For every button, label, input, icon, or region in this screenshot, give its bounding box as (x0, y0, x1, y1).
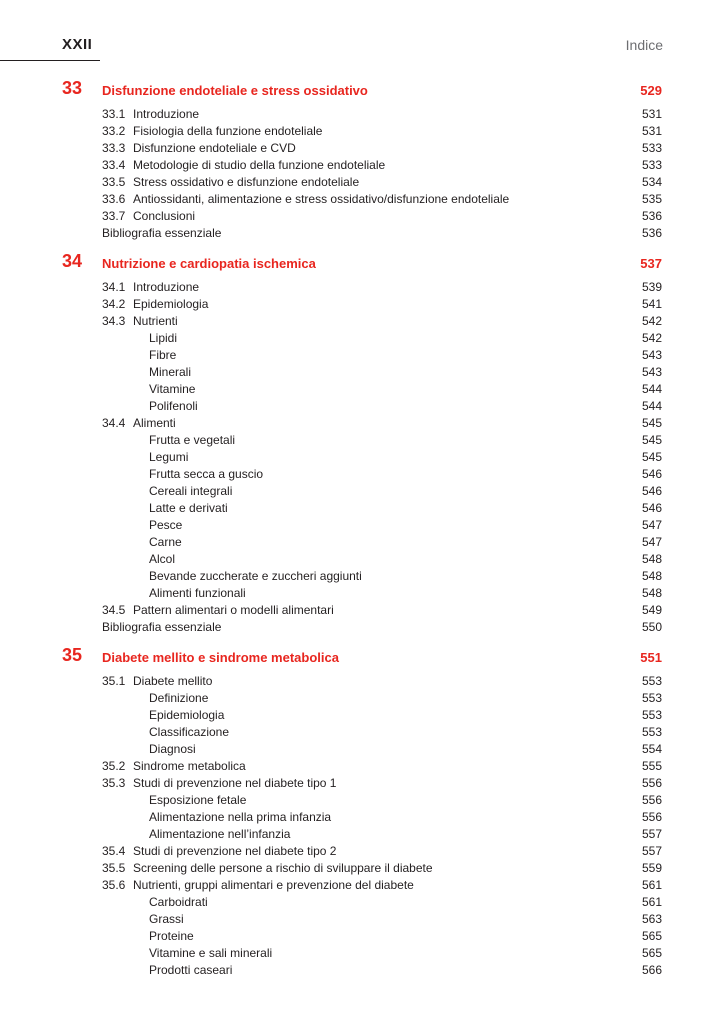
subsection-entry[interactable] (0, 911, 723, 928)
subsection-entry[interactable] (0, 381, 723, 398)
subsection-entry[interactable] (0, 707, 723, 724)
entry-title: Alimentazione nell’infanzia (149, 827, 291, 841)
entry-title: Bevande zuccherate e zuccheri aggiunti (149, 569, 362, 583)
chapter-33 (0, 78, 723, 242)
entry-page: 556 (641, 793, 662, 807)
entry-title: Diabete mellito (133, 674, 213, 688)
entry-title: Classificazione (149, 725, 230, 739)
entry-title: Lipidi (149, 331, 178, 345)
entry-title: Antiossidanti, alimentazione e stress ossidativo/disfunzione endoteliale (133, 192, 510, 206)
chapter-title: Disfunzione endoteliale e stress ossidativo (102, 83, 368, 98)
entry-page: 542 (641, 314, 662, 328)
chapter-page: 529 (640, 83, 662, 98)
section-number: 33.7 (102, 209, 126, 223)
entry-title: Pesce (149, 518, 183, 532)
entry-page: 531 (641, 107, 662, 121)
entry-title: Esposizione fetale (149, 793, 247, 807)
entry-title: Sindrome metabolica (133, 759, 246, 773)
entry-page: 543 (641, 365, 662, 379)
entry-page: 553 (641, 725, 662, 739)
entry-title: Disfunzione endoteliale e CVD (133, 141, 296, 155)
entry-page: 548 (641, 586, 662, 600)
subsection-entry[interactable] (0, 741, 723, 758)
entry-title: Alimenti funzionali (149, 586, 246, 600)
subsection-entry[interactable] (0, 432, 723, 449)
section-entry[interactable] (0, 877, 723, 894)
entry-title: Epidemiologia (133, 297, 209, 311)
entry-title: Epidemiologia (149, 708, 225, 722)
entry-page: 545 (641, 433, 662, 447)
subsection-entry[interactable] (0, 945, 723, 962)
section-number: 33.4 (102, 158, 126, 172)
section-number: 35.6 (102, 878, 126, 892)
subsection-entry[interactable] (0, 894, 723, 911)
entry-page: 533 (641, 158, 662, 172)
entry-title: Nutrienti (133, 314, 178, 328)
chapter-34 (0, 251, 723, 636)
entry-title: Screening delle persone a rischio di sviluppare il diabete (133, 861, 433, 875)
section-number: 35.1 (102, 674, 126, 688)
entry-title: Introduzione (133, 280, 200, 294)
subsection-entry[interactable] (0, 690, 723, 707)
entry-title: Vitamine e sali minerali (149, 946, 273, 960)
section-entry[interactable] (0, 415, 723, 432)
entry-title: Carboidrati (149, 895, 208, 909)
subsection-entry[interactable] (0, 483, 723, 500)
entry-page: 565 (641, 929, 662, 943)
subsection-entry[interactable] (0, 500, 723, 517)
entry-title: Polifenoli (149, 399, 198, 413)
entry-title: Frutta secca a guscio (149, 467, 264, 481)
entry-page: 542 (641, 331, 662, 345)
chapter-page: 551 (640, 650, 662, 665)
section-number: 35.2 (102, 759, 126, 773)
subsection-entry[interactable] (0, 551, 723, 568)
section-entry[interactable] (0, 191, 723, 208)
section-entry[interactable] (0, 673, 723, 690)
subsection-entry[interactable] (0, 928, 723, 945)
entry-title: Conclusioni (133, 209, 196, 223)
entry-page: 557 (641, 827, 662, 841)
entry-page: 565 (641, 946, 662, 960)
entry-page: 556 (641, 810, 662, 824)
chapter-number: 33 (62, 78, 83, 98)
subsection-entry[interactable] (0, 364, 723, 381)
section-number: 34.1 (102, 280, 126, 294)
section-entry[interactable] (0, 843, 723, 860)
entry-page: 545 (641, 450, 662, 464)
entry-page: 533 (641, 141, 662, 155)
entry-page: 531 (641, 124, 662, 138)
section-number: 33.5 (102, 175, 126, 189)
entry-title: Diagnosi (149, 742, 196, 756)
subsection-entry[interactable] (0, 962, 723, 979)
entry-title: Bibliografia essenziale (102, 620, 222, 634)
section-number: 34.2 (102, 297, 126, 311)
entry-page: 547 (641, 518, 662, 532)
entry-page: 561 (641, 895, 662, 909)
subsection-entry[interactable] (0, 398, 723, 415)
section-number: 35.3 (102, 776, 126, 790)
entry-page: 549 (641, 603, 662, 617)
section-number: 34.5 (102, 603, 126, 617)
header-rule (0, 60, 100, 61)
chapter-35 (0, 645, 723, 979)
entry-page: 546 (641, 501, 662, 515)
entry-title: Alimenti (133, 416, 176, 430)
entry-page: 556 (641, 776, 662, 790)
subsection-entry[interactable] (0, 568, 723, 585)
section-entry[interactable] (0, 174, 723, 191)
entry-page: 541 (641, 297, 662, 311)
entry-page: 563 (641, 912, 662, 926)
entry-page: 550 (641, 620, 662, 634)
entry-page: 543 (641, 348, 662, 362)
section-number: 35.4 (102, 844, 126, 858)
entry-title: Studi di prevenzione nel diabete tipo 1 (133, 776, 337, 790)
section-number: 35.5 (102, 861, 126, 875)
chapter-spacer (0, 242, 723, 251)
entry-title: Frutta e vegetali (149, 433, 236, 447)
entry-page: 561 (641, 878, 662, 892)
subsection-entry[interactable] (0, 330, 723, 347)
section-entry[interactable] (0, 860, 723, 877)
chapter-page: 537 (640, 256, 662, 271)
chapter-title: Nutrizione e cardiopatia ischemica (102, 256, 316, 271)
subsection-entry[interactable] (0, 724, 723, 741)
section-entry[interactable] (0, 296, 723, 313)
section-entry[interactable] (0, 157, 723, 174)
entry-page: 539 (641, 280, 662, 294)
chapter-spacer (0, 636, 723, 645)
entry-page: 554 (641, 742, 662, 756)
subsection-entry[interactable] (0, 517, 723, 534)
entry-title: Cereali integrali (149, 484, 233, 498)
subsection-entry[interactable] (0, 347, 723, 364)
entry-title: Carne (149, 535, 182, 549)
entry-page: 548 (641, 552, 662, 566)
entry-page: 547 (641, 535, 662, 549)
chapter-heading[interactable] (0, 78, 723, 106)
chapter-title: Diabete mellito e sindrome metabolica (102, 650, 339, 665)
entry-title: Alimentazione nella prima infanzia (149, 810, 332, 824)
subsection-entry[interactable] (0, 585, 723, 602)
entry-title: Studi di prevenzione nel diabete tipo 2 (133, 844, 337, 858)
entry-page: 534 (641, 175, 662, 189)
subsection-entry[interactable] (0, 466, 723, 483)
entry-page: 566 (641, 963, 662, 977)
chapter-heading[interactable] (0, 251, 723, 279)
entry-title: Metodologie di studio della funzione endoteliale (133, 158, 386, 172)
entry-title: Minerali (149, 365, 192, 379)
entry-page: 553 (641, 674, 662, 688)
section-entry[interactable] (0, 123, 723, 140)
chapter-heading[interactable] (0, 645, 723, 673)
entry-title: Bibliografia essenziale (102, 226, 222, 240)
entry-title: Fibre (149, 348, 177, 362)
bibliography-entry[interactable] (0, 619, 723, 636)
subsection-entry[interactable] (0, 826, 723, 843)
entry-title: Fisiologia della funzione endoteliale (133, 124, 323, 138)
section-number: 33.1 (102, 107, 126, 121)
entry-page: 557 (641, 844, 662, 858)
entry-page: 546 (641, 467, 662, 481)
bibliography-entry[interactable] (0, 225, 723, 242)
section-entry[interactable] (0, 106, 723, 123)
entry-page: 559 (641, 861, 662, 875)
entry-title: Prodotti caseari (149, 963, 233, 977)
subsection-entry[interactable] (0, 534, 723, 551)
subsection-entry[interactable] (0, 449, 723, 466)
section-number: 33.6 (102, 192, 126, 206)
entry-title: Definizione (149, 691, 209, 705)
chapter-number: 34 (62, 251, 83, 271)
entry-page: 546 (641, 484, 662, 498)
subsection-entry[interactable] (0, 809, 723, 826)
entry-title: Pattern alimentari o modelli alimentari (133, 603, 334, 617)
section-entry[interactable] (0, 208, 723, 225)
entry-page: 536 (641, 226, 662, 240)
section-entry[interactable] (0, 313, 723, 330)
section-number: 33.3 (102, 141, 126, 155)
section-number: 33.2 (102, 124, 126, 138)
page-number: XXII (62, 36, 93, 53)
entry-page: 555 (641, 759, 662, 773)
entry-title: Nutrienti, gruppi alimentari e prevenzione del diabete (133, 878, 414, 892)
entry-page: 545 (641, 416, 662, 430)
section-entry[interactable] (0, 758, 723, 775)
section-number: 34.3 (102, 314, 126, 328)
entry-title: Latte e derivati (149, 501, 228, 515)
entry-title: Stress ossidativo e disfunzione endoteliale (133, 175, 360, 189)
chapter-number: 35 (62, 645, 83, 665)
entry-page: 548 (641, 569, 662, 583)
entry-page: 553 (641, 691, 662, 705)
section-entry[interactable] (0, 140, 723, 157)
entry-title: Introduzione (133, 107, 200, 121)
running-header-title: Indice (625, 37, 663, 53)
entry-page: 553 (641, 708, 662, 722)
entry-title: Legumi (149, 450, 189, 464)
entry-page: 535 (641, 192, 662, 206)
section-number: 34.4 (102, 416, 126, 430)
section-entry[interactable] (0, 775, 723, 792)
entry-page: 544 (641, 382, 662, 396)
entry-page: 544 (641, 399, 662, 413)
entry-title: Vitamine (149, 382, 196, 396)
entry-title: Grassi (149, 912, 184, 926)
section-entry[interactable] (0, 602, 723, 619)
section-entry[interactable] (0, 279, 723, 296)
entry-title: Proteine (149, 929, 194, 943)
table-of-contents (0, 78, 723, 979)
entry-title: Alcol (149, 552, 176, 566)
subsection-entry[interactable] (0, 792, 723, 809)
entry-page: 536 (641, 209, 662, 223)
